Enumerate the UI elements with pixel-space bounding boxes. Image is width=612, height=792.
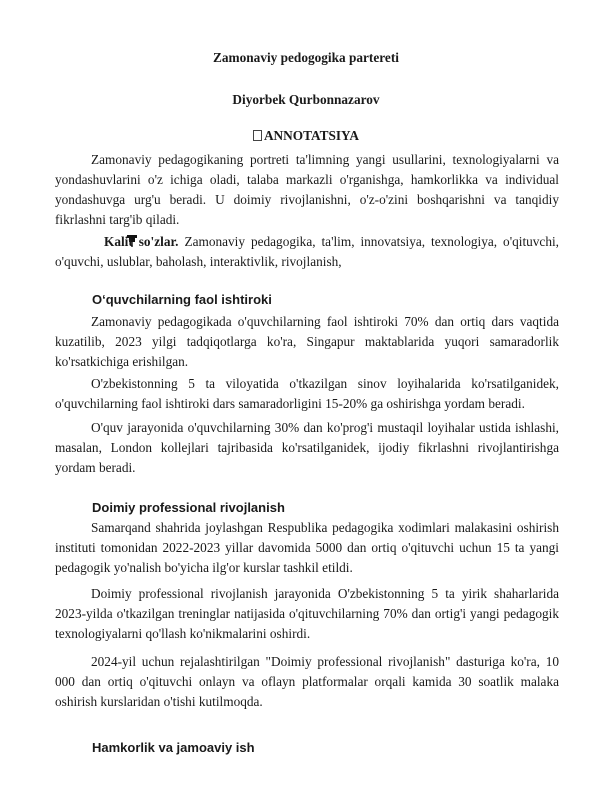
box-icon xyxy=(253,130,262,141)
keywords-paragraph xyxy=(55,232,559,272)
section1-paragraph-2: O'zbekistonning 5 ta viloyatida o'tkazilgan sinov loyihalarida ko'rsatilganidek, o'quvchilarning faol ishtiroki dars samaradorligini 15-20% ga oshirishga yordam beradi. xyxy=(55,376,559,411)
section1-paragraph-1: Zamonaviy pedagogikada o'quvchilarning faol ishtiroki 70% dan ortiq dars vaqtida kuzatilib, 2023 yilgi tadqiqotlarga ko'ra, Singapur maktablarida yuqori samaradorlik ko'rsatkichiga erishilgan. xyxy=(55,314,559,369)
section-heading-collaboration: Hamkorlik va jamoaviy ish xyxy=(92,740,255,755)
section2-paragraph-3: 2024-yil uchun rejalashtirilgan "Doimiy professional rivojlanish" dasturiga ko'ra, 10 000 dan ortiq o'qituvchi onlayn va oflayn platformalar orqali kamida 30 soatlik malaka oshirish kurslaridan o'tishi kutilmoqda. xyxy=(55,654,559,709)
document-author: Diyorbek Qurbonnazarov xyxy=(232,92,380,107)
section-heading-professional-development: Doimiy professional rivojlanish xyxy=(92,500,285,515)
annotation-paragraph: Zamonaviy pedagogikaning portreti ta'limning yangi usullarini, texnologiyalarni va yondashuvlarini o'z ichiga oladi, talaba markazli o'rganishga, hamkorlikka va individual yondashuvga urg'u beradi. U doimiy rivojlanishni, o'z-o'zini boshqarishni va tanqidiy fikrlashni targ'ib qiladi. xyxy=(55,152,559,227)
section2-paragraph-2: Doimiy professional rivojlanish jarayonida O'zbekistonning 5 ta yirik shaharlarida 2023-yilda o'tkazilgan treninglar natijasida o'qituvchilarning 70% dan ortig'i yangi pedagogik texnologiyalarni qo'llash ko'nikmalarini oshirdi. xyxy=(55,586,559,641)
section1-paragraph-3: O'quv jarayonida o'quvchilarning 30% dan ko'prog'i mustaqil loyihalar ustida ishlashi, masalan, London kollejlari tajribasida ko'rsatilganidek, ijodiy fikrlashni rivojlantirishga yordam beradi. xyxy=(55,420,559,475)
section-heading-active-participation: O‘quvchilarning faol ishtiroki xyxy=(92,292,272,307)
keywords-label: Kalit so'zlar. xyxy=(104,234,179,249)
section2-paragraph-1: Samarqand shahrida joylashgan Respublika pedagogika xodimlari malakasini oshirish instituti tomonidan 2022-2023 yillar davomida 5000 dan ortiq o'qituvchi uchun 15 ta yangi pedagogik yo'nalish bo'yicha ilg'or kurslar tashkil etildi. xyxy=(55,520,559,575)
annotation-heading xyxy=(0,128,612,144)
annotation-heading-text: ANNOTATSIYA xyxy=(263,128,360,143)
pushpin-icon xyxy=(91,233,101,245)
keywords-text: Zamonaviy pedagogika, ta'lim, innovatsiya, texnologiya, o'qituvchi, o'quvchi, uslublar, baholash, interaktivlik, rivojlanish, xyxy=(55,234,560,269)
document-title: Zamonaviy pedogogika partereti xyxy=(213,50,399,65)
